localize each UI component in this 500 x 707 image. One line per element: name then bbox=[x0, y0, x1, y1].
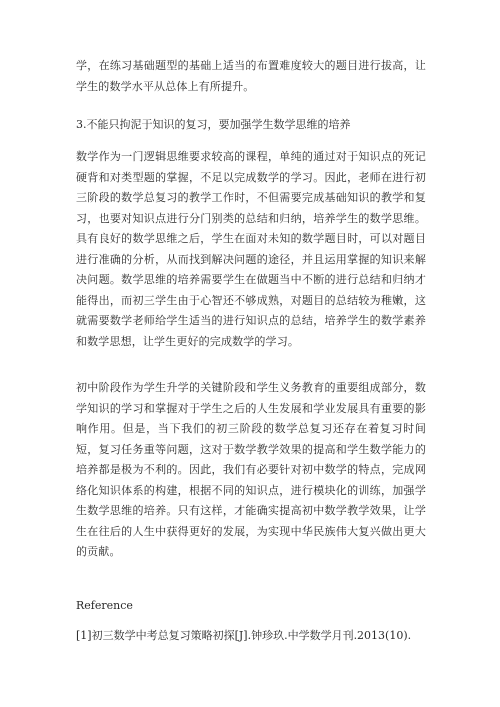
continuation-paragraph: 学，在练习基础题型的基础上适当的布置难度较大的题目进行拔高，让学生的数学水平从总体上有所提升。 bbox=[76, 59, 426, 93]
section-heading: 3.不能只拘泥于知识的复习，要加强学生数学思维的培养 bbox=[76, 118, 351, 131]
body-paragraph-2: 初中阶段作为学生升学的关键阶段和学生义务教育的重要组成部分，数学知识的学习和掌握对于学生之后的人生发展和学业发展具有重要的影响作用。但是，当下我们的初三阶段的数学总复习还存在着复习时间短，复习任务重等问题，这对于数学教学效果的提高和学生数学能力的培养都是极为不利的。因此，我们有必要针对初中数学的特点，完成网络化知识体系的构建，根据不同的知识点，进行模块化的训练，加强学生数学思维的培养。只有这样，才能确实提高初中数学教学效果，让学生在往后的人生中获得更好的发展，为实现中华民族伟大复兴做出更大的贡献。 bbox=[76, 381, 426, 558]
reference-item: [1]初三数学中考总复习策略初探[J].钟珍玖.中学数学月刊.2013(10). bbox=[76, 629, 412, 642]
reference-heading: Reference bbox=[76, 599, 133, 612]
body-paragraph-1: 数学作为一门逻辑思维要求较高的课程，单纯的通过对于知识点的死记硬背和对类型题的掌握，不足以完成数学的学习。因此，老师在进行初三阶段的数学总复习的教学工作时，不但需要完成基础知识的教学和复习，也要对知识点进行分门别类的总结和归纳，培养学生的数学思维。具有良好的数学思维之后，学生在面对未知的数学题目时，可以对题目进行准确的分析，从而找到解决问题的途径，并且运用掌握的知识来解决问题。数学思维的培养需要学生在做题当中不断的进行总结和归纳才能得出，而初三学生由于心智还不够成熟，对题目的总结较为稚嫩，这就需要数学老师给学生适当的进行知识点的总结，培养学生的数学素养和数学思想，让学生更好的完成数学的学习。 bbox=[76, 150, 426, 348]
